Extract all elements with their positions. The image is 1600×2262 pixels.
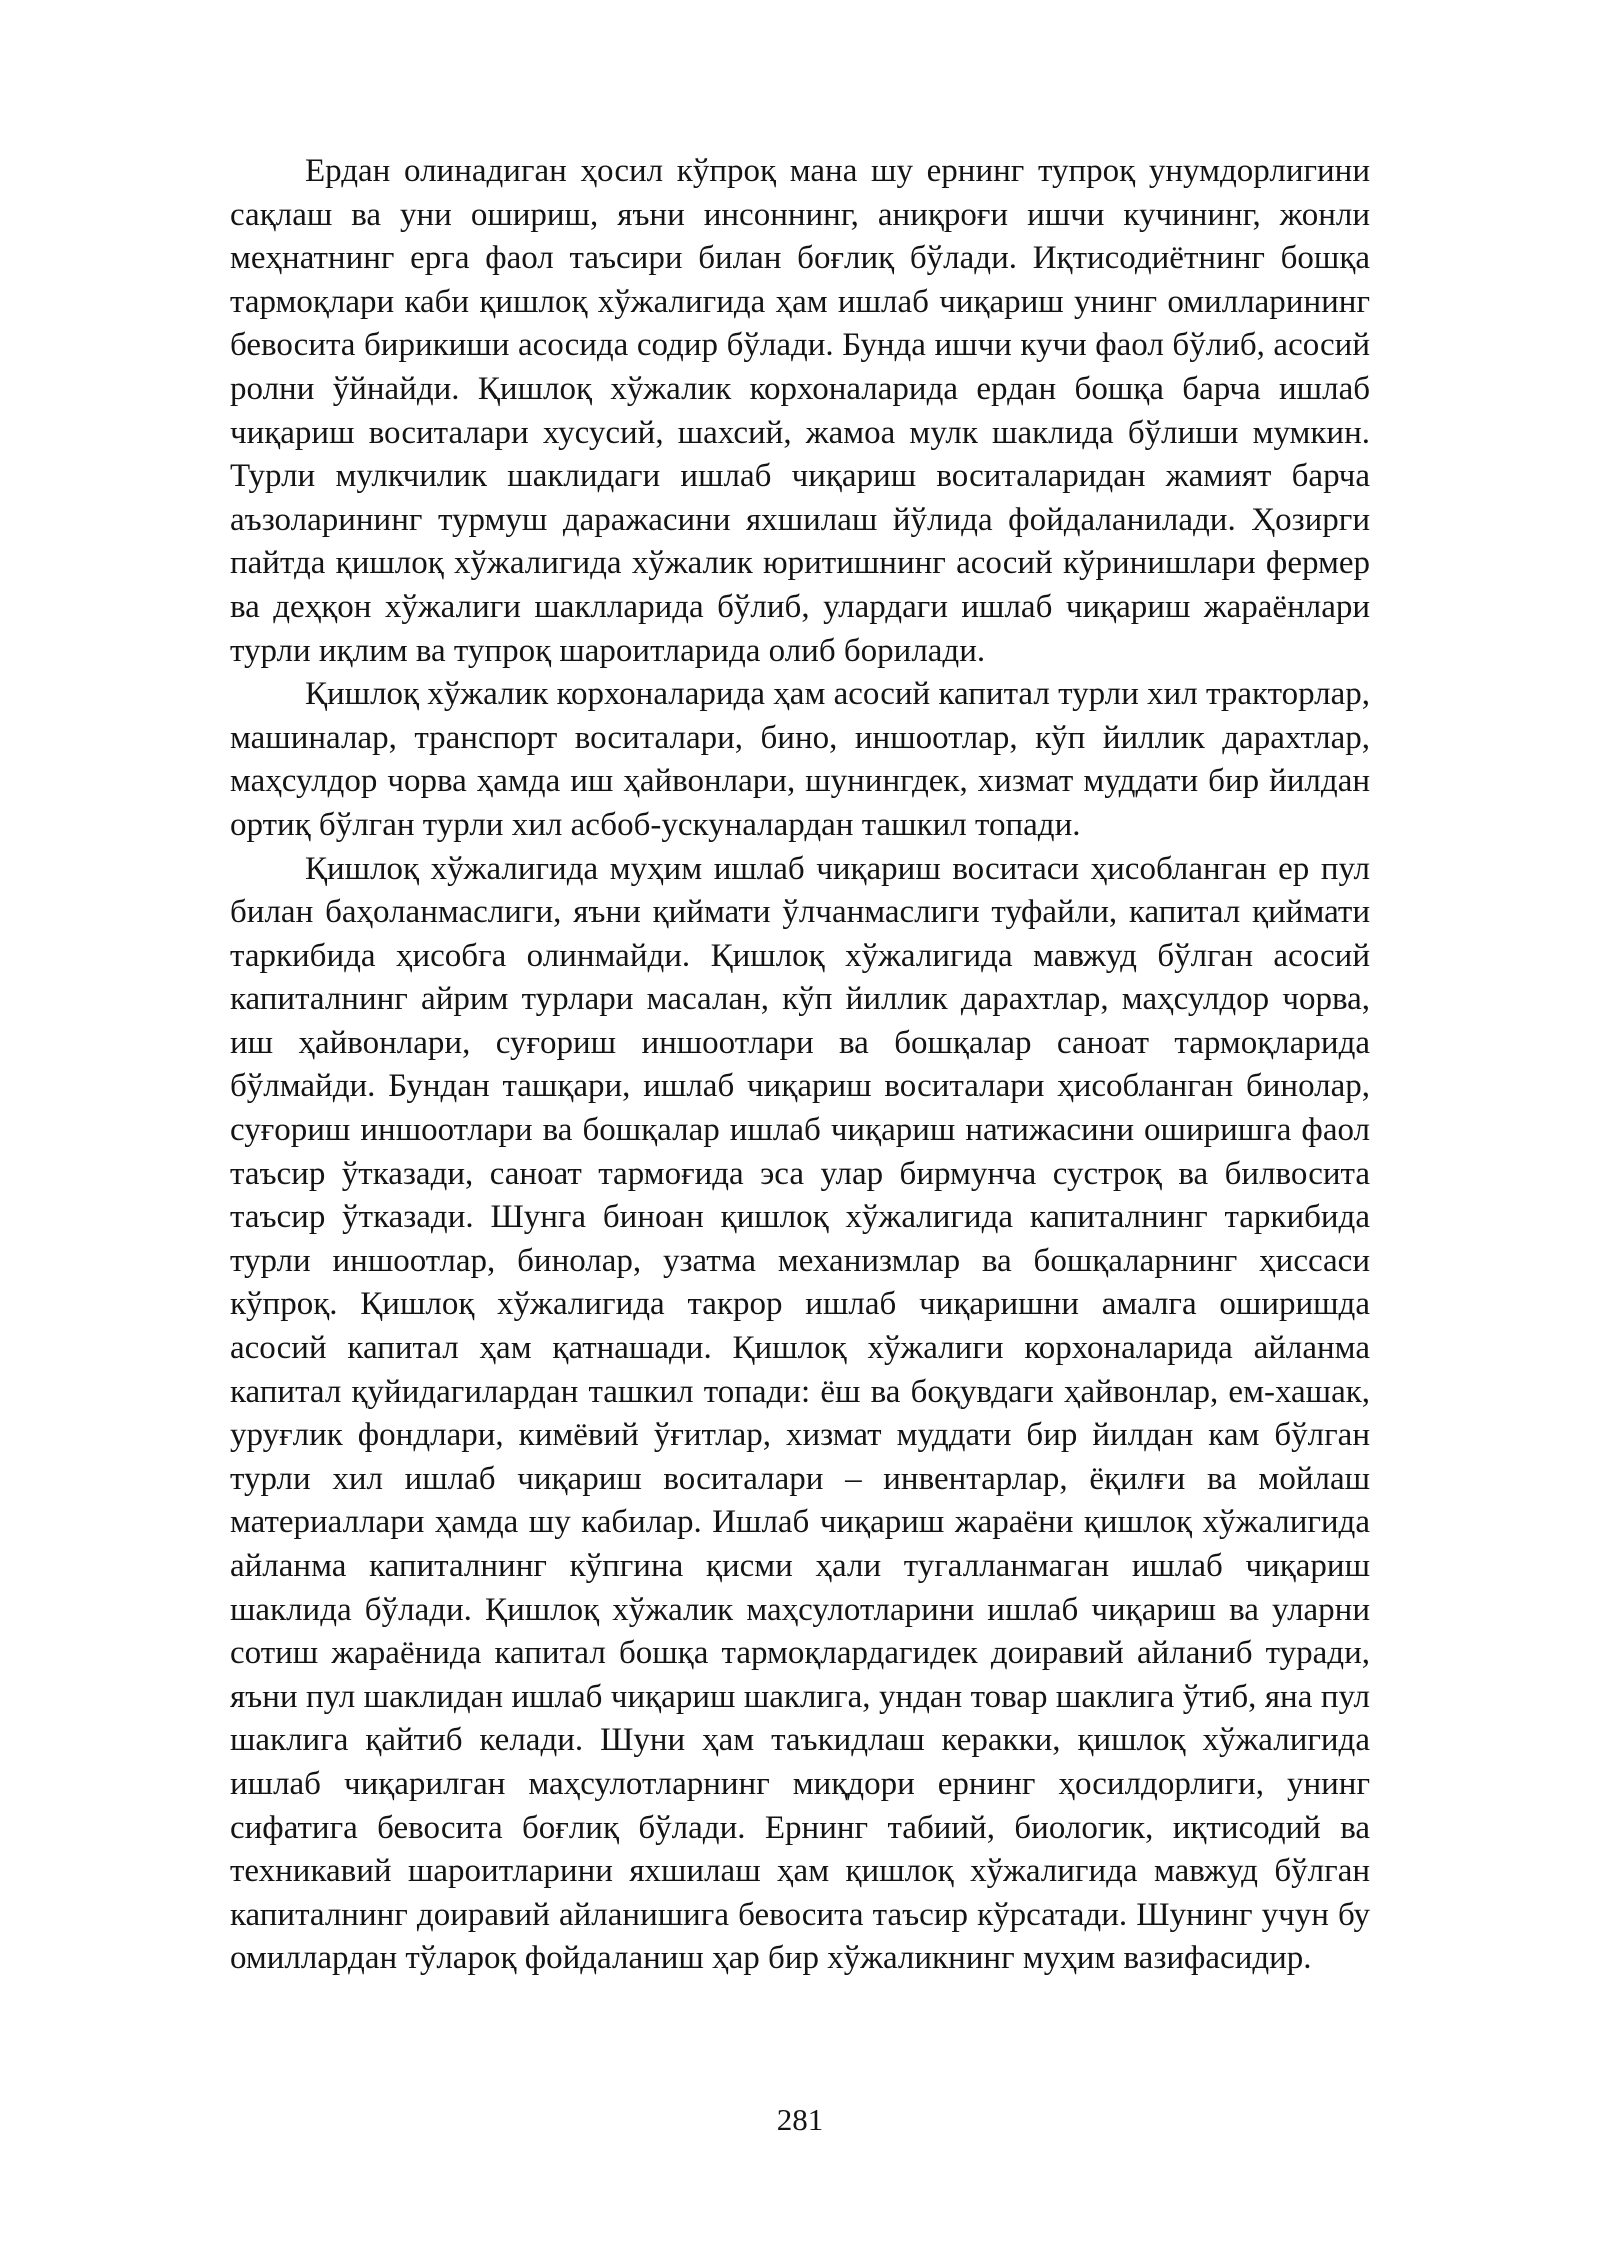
page-number: 281 [776, 2102, 824, 2137]
paragraph-3: Қишлоқ хўжалигида муҳим ишлаб чиқариш воситаси ҳисобланган ер пул билан баҳоланмаслиги, яъни қиймати ўлчанмаслиги туфайли, капитал қиймати таркибида ҳисобга олинмайди. Қишлоқ хўжалигида мавжуд бўлган асосий капиталнинг айрим турлари масалан, кўп йиллик дарахтлар, маҳсулдор чорва, иш ҳайвонлари, суғориш иншоотлари ва бошқалар саноат тармоқларида бўлмайди. Бундан ташқари, ишлаб чиқариш воситалари ҳисобланган бинолар, суғориш иншоотлари ва бошқалар ишлаб чиқариш натижасини оширишга фаол таъсир ўтказади, саноат тармоғида эса улар бирмунча сустроқ ва билвосита таъсир ўтказади. Шунга биноан қишлоқ хўжалигида капиталнинг таркибида турли иншоотлар, бинолар, узатма механизмлар ва бошқаларнинг ҳиссаси кўпроқ. Қишлоқ хўжалигида такрор ишлаб чиқаришни амалга оширишда асосий капитал ҳам қатнашади. Қишлоқ хўжалиги корхоналарида айланма капитал қуйидагилардан ташкил топади: ёш ва боқувдаги ҳайвонлар, ем-хашак, уруғлик фондлари, кимёвий ўғитлар, хизмат муддати бир йилдан кам бўлган турли хил ишлаб чиқариш воситалари – инвентарлар, ёқилғи ва мойлаш материаллари ҳамда шу кабилар. Ишлаб чиқариш жараёни қишлоқ хўжалигида айланма капиталнинг кўпгина қисми ҳали тугалланмаган ишлаб чиқариш шаклида бўлади. Қишлоқ хўжалик маҳсулотларини ишлаб чиқариш ва уларни сотиш жараёнида капитал бошқа тармоқлардагидек доиравий айланиб туради, яъни пул шаклидан ишлаб чиқариш шаклига, ундан товар шаклига ўтиб, яна пул шаклига қайтиб келади. Шуни ҳам таъкидлаш керакки, қишлоқ хўжалигида ишлаб чиқарилган маҳсулотларнинг миқдори ернинг ҳосилдорлиги, унинг сифатига бевосита боғлиқ бўлади. Ернинг табиий, биологик, иқтисодий ва техникавий шароитларини яхшилаш ҳам қишлоқ хўжалигида мавжуд бўлган капиталнинг доиравий айланишига бевосита таъсир кўрсатади. Шунинг учун бу омиллардан тўлароқ фойдаланиш ҳар бир хўжаликнинг муҳим вазифасидир. [230, 850, 1370, 1977]
paragraph-2: Қишлоқ хўжалик корхоналарида ҳам асосий капитал турли хил тракторлар, машиналар, транспорт воситалари, бино, иншоотлар, кўп йиллик дарахтлар, маҳсулдор чорва ҳамда иш ҳайвонлари, шунингдек, хизмат муддати бир йилдан ортиқ бўлган турли хил асбоб-ускуналардан ташкил топади. [230, 676, 1370, 843]
body-text [230, 150, 1370, 1981]
paragraph-1: Ердан олинадиган ҳосил кўпроқ мана шу ернинг тупроқ унумдорлигини сақлаш ва уни ошириш, яъни инсоннинг, аниқроғи ишчи кучининг, жонли меҳнатнинг ерга фаол таъсири билан боғлиқ бўлади. Иқтисодиётнинг бошқа тармоқлари каби қишлоқ хўжалигида ҳам ишлаб чиқариш унинг омилларининг бевосита бирикиши асосида содир бўлади. Бунда ишчи кучи фаол бўлиб, асосий ролни ўйнайди. Қишлоқ хўжалик корхоналарида ердан бошқа барча ишлаб чиқариш воситалари хусусий, шахсий, жамоа мулк шаклида бўлиши мумкин. Турли мулкчилик шаклидаги ишлаб чиқариш воситаларидан жамият барча аъзоларининг турмуш даражасини яхшилаш йўлида фойдаланилади. Ҳозирги пайтда қишлоқ хўжалигида хўжалик юритишнинг асосий кўринишлари фермер ва деҳқон хўжалиги шаклларида бўлиб, улардаги ишлаб чиқариш жараёнлари турли иқлим ва тупроқ шароитларида олиб борилади. [230, 153, 1370, 669]
